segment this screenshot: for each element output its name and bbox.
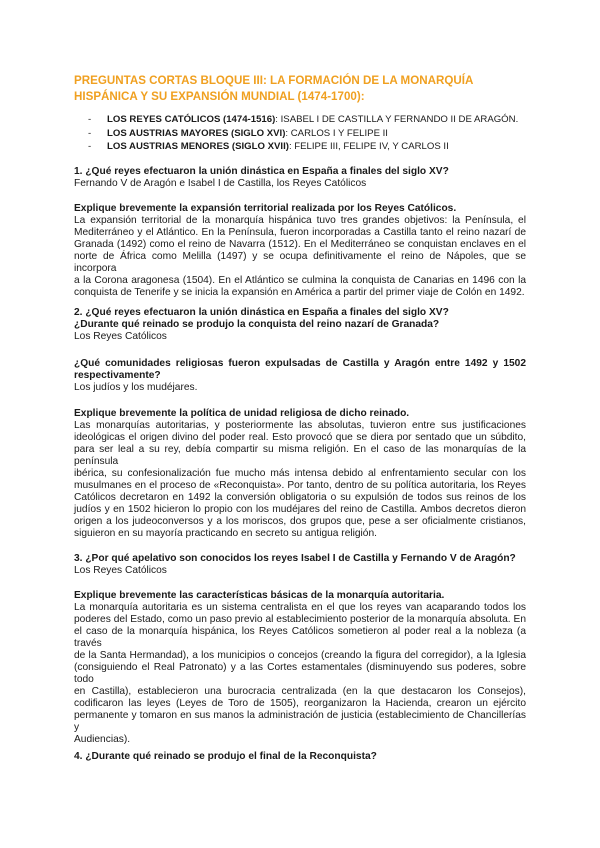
paragraph-line: el caso de la monarquía hispánica, los Reyes Católicos sometieron al poder real a la nobleza (a través (74, 626, 526, 649)
paragraph-line: (consiguiendo el Real Patronato) y a las Cortes estamentales (disminuyendo sus poderes, sobre todo (74, 662, 526, 685)
question-line: respectivamente? (74, 370, 161, 381)
question-line: ¿Qué comunidades religiosas fueron expulsadas de Castilla y Aragón entre 1492 y 1502 (74, 358, 526, 369)
paragraph-line: Las monarquías autoritarias, y posteriormente las absolutas, tuvieron entre sus justificaciones (74, 420, 526, 431)
answer-2: Los Reyes Católicos (74, 331, 167, 342)
list-item-text: : FELIPE III, FELIPE IV, Y CARLOS II (288, 141, 449, 152)
list-item-bold: LOS AUSTRIAS MAYORES (SIGLO XVI) (107, 127, 286, 139)
paragraph-line: musulmanes en el proceso de «Reconquista». Por tanto, dentro de su política autoritaria, los Reyes (74, 480, 526, 491)
question-2: 2. ¿Qué reyes efectuaron la unión dinástica en España a finales del siglo XV? (74, 307, 449, 318)
paragraph-line: a la Corona aragonesa (1504). En el Atlántico se culmina la conquista de Canarias en 1496 con la (74, 275, 526, 286)
list-dash: - (88, 141, 92, 152)
question-2-secondary: ¿Durante qué reinado se produjo la conquista del reino nazarí de Granada? (74, 319, 440, 330)
question-4: 4. ¿Durante qué reinado se produjo el final de la Reconquista? (74, 751, 377, 762)
paragraph-line: Católicos decretaron en 1492 la conversión obligatoria o su expulsión de todos sus reinos de los (74, 492, 526, 503)
answer-2b: Los judíos y los mudéjares. (74, 382, 198, 393)
paragraph-line: ideológicas el origen divino del poder real. Esto provocó que se diera por sentado que un súbdito, (74, 432, 526, 443)
paragraph-line: La monarquía autoritaria es un sistema centralista en el que los reyes van acaparando todos los (74, 602, 526, 613)
question-1: 1. ¿Qué reyes efectuaron la unión dinástica en España a finales del siglo XV? (74, 166, 449, 177)
paragraph-line: para ser leal a su rey, debía compartir su misma religión. En el caso de las monarquías de la península (74, 444, 526, 467)
paragraph-line: Granada (1492) como el reino de Navarra (1512). En el Mediterráneo se conquistan enclaves en el (74, 239, 526, 250)
question-2c: Explique brevemente la política de unidad religiosa de dicho reinado. (74, 408, 410, 419)
answer-3: Los Reyes Católicos (74, 565, 167, 576)
list-dash: - (88, 127, 92, 139)
list-item-bold: LOS REYES CATÓLICOS (1474-1516) (107, 114, 276, 125)
question-1b-block (74, 203, 526, 299)
list-item-bold: LOS AUSTRIAS MENORES (SIGLO XVII) (107, 141, 289, 152)
list-item-text: : ISABEL I DE CASTILLA Y FERNANDO II DE ARAGÓN. (275, 114, 519, 125)
paragraph-line: ibérica, su confesionalización fue mucho más intensa debido al enfrentamiento secular con los (74, 468, 526, 479)
dynasty-list (88, 113, 518, 154)
paragraph-line: Audiencias). (74, 734, 131, 745)
question-3b: Explique brevemente las características básicas de la monarquía autoritaria. (74, 590, 445, 601)
paragraph-line: codificaron las leyes (Leyes de Toro de 1505), reorganizaron la Hacienda, crearon un ejército (74, 698, 526, 709)
paragraph-line: judíos y en 1502 hicieron lo propio con los mudéjares del reino de Castilla. Ambos decretos dieron (74, 504, 526, 515)
question-4-block (74, 751, 526, 763)
paragraph-line: poderes del Estado, como un paso previo al establecimiento posterior de la monarquía absoluta. En (74, 614, 526, 625)
paragraph-line: permanente y tomaron en sus manos la administración de justicia (establecimiento de Chancillerías y (74, 710, 526, 733)
paragraph-line: de la Santa Hermandad), a los municipios o concejos (creando la figura del corregidor), a la Iglesia (74, 650, 526, 661)
question-2c-block (74, 408, 526, 540)
paragraph-line: conquista de Tenerife y se inicia la expansión en América a partir del primer viaje de Colón en 1492. (74, 287, 525, 298)
question-2b (74, 358, 526, 382)
question-3: 3. ¿Por qué apelativo son conocidos los reyes Isabel I de Castilla y Fernando V de Aragón? (74, 553, 516, 564)
paragraph-line: norte de África como Melilla (1497) y se ocupa definitivamente el reino de Nápoles, que se incorpora (74, 251, 526, 274)
list-dash: - (88, 114, 92, 125)
question-1b: Explique brevemente la expansión territorial realizada por los Reyes Católicos. (74, 203, 457, 214)
paragraph-line: La expansión territorial de la monarquía hispánica tuvo tres grandes objetivos: la Península, el (74, 215, 526, 226)
question-2b-block (74, 358, 526, 394)
answer-3b (74, 602, 526, 746)
answer-2c (74, 420, 526, 540)
paragraph-line: Mediterráneo y el Atlántico. En la Península, fueron incorporadas a Castilla tanto el reino nazarí de (74, 227, 526, 238)
question-1-block (74, 166, 526, 190)
question-3-block (74, 553, 526, 577)
answer-1b (74, 215, 526, 299)
paragraph-line: siguieron en su mayoría practicando en secreto su antigua religión. (74, 528, 377, 539)
question-2-block (74, 307, 526, 343)
list-item (88, 127, 518, 141)
paragraph-line: en Castilla), establecieron una burocracia centralizada (en la que destacaron los Consejos), (74, 686, 526, 697)
page-title: PREGUNTAS CORTAS BLOQUE III: LA FORMACIÓN DE LA MONARQUÍA HISPÁNICA Y SU EXPANSIÓN MUNDIAL (1474-1700): (74, 74, 473, 103)
list-item-text: : CARLOS I Y FELIPE II (285, 127, 388, 139)
paragraph-line: origen a los judeoconversos y a los moriscos, dos grupos que, pese a ser oficialmente cristianos, (74, 516, 526, 527)
list-item (88, 113, 518, 127)
list-item (88, 140, 518, 154)
question-3b-block (74, 590, 526, 746)
answer-1: Fernando V de Aragón e Isabel I de Castilla, los Reyes Católicos (74, 178, 367, 189)
